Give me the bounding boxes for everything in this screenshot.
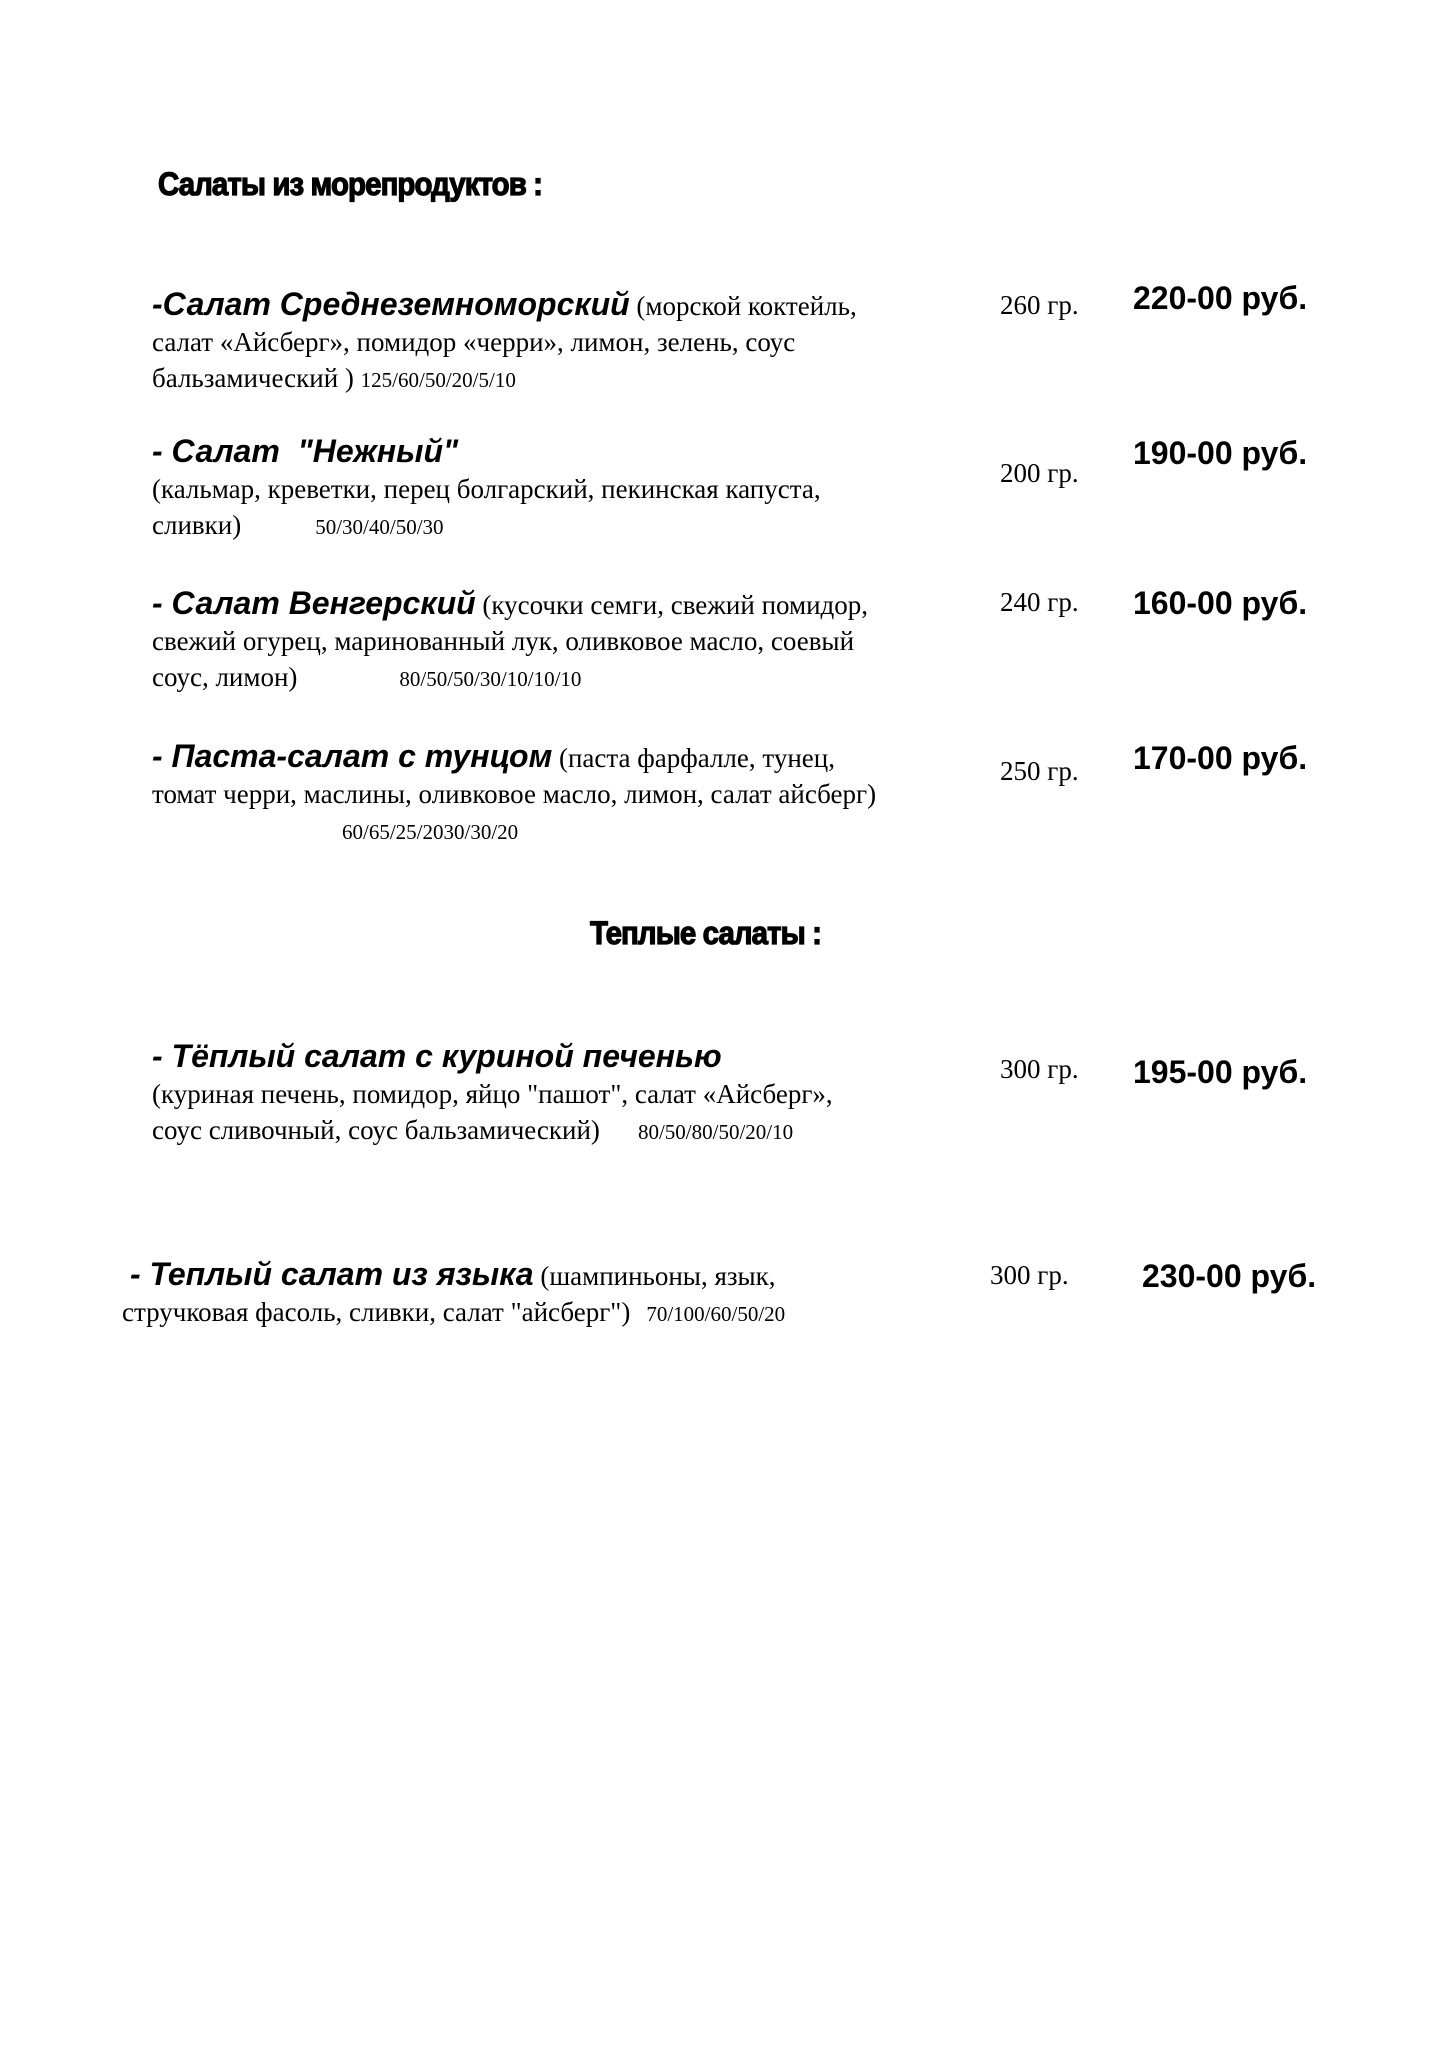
menu-item-name: - Паста-салат с тунцом [152, 738, 553, 774]
menu-item-price: 230-00 руб. [1142, 1258, 1317, 1294]
description-line: (паста фарфалле, тунец, [552, 743, 835, 773]
composition-grams: 60/65/25/2030/30/20 [342, 820, 519, 844]
composition-grams: 125/60/50/20/5/10 [360, 368, 516, 392]
description-line: соус сливочный, соус бальзамический) [152, 1115, 600, 1145]
description-line: соус, лимон) [152, 662, 298, 692]
menu-item-description [152, 286, 857, 398]
composition-grams: 80/50/50/30/10/10/10 [399, 667, 582, 691]
menu-item-price: 220-00 руб. [1133, 280, 1308, 316]
menu-item-weight: 240 гр. [1000, 587, 1079, 617]
menu-item-name: - Салат Венгерский [152, 585, 476, 621]
description-line: (кальмар, креветки, перец болгарский, пекинская капуста, [152, 474, 821, 504]
menu-item-weight: 260 гр. [1000, 290, 1079, 320]
menu-item-price: 160-00 руб. [1133, 585, 1308, 621]
menu-item-name: -Салат Среднеземноморский [152, 286, 630, 322]
description-line: бальзамический ) [152, 363, 361, 393]
menu-item-description [152, 433, 821, 545]
description-line: салат «Айсберг», помидор «черри», лимон, зелень, соус [152, 327, 796, 357]
menu-item-price: 195-00 руб. [1133, 1054, 1308, 1090]
description-line: томат черри, маслины, оливковое масло, лимон, салат айсберг) [152, 779, 877, 809]
menu-item-price: 190-00 руб. [1133, 435, 1308, 471]
menu-item-weight: 300 гр. [990, 1260, 1069, 1290]
menu-item-description [122, 1256, 785, 1332]
menu-item-price: 170-00 руб. [1133, 740, 1308, 776]
menu-item-description [152, 585, 868, 697]
description-line: (шампиньоны, язык, [533, 1261, 776, 1291]
description-line: сливки) [152, 510, 242, 540]
description-line: свежий огурец, маринованный лук, оливковое масло, соевый [152, 626, 855, 656]
composition-grams: 80/50/80/50/20/10 [637, 1120, 794, 1144]
description-line: стручковая фасоль, сливки, салат "айсберг") [122, 1297, 631, 1327]
menu-item-weight: 250 гр. [1000, 756, 1079, 786]
section-title-seafood-salads: Салаты из морепродуктов : [158, 166, 543, 202]
description-line: (куриная печень, помидор, яйцо "пашот", салат «Айсберг», [152, 1079, 833, 1109]
menu-item-name: - Тёплый салат с куриной печенью [152, 1038, 722, 1074]
section-title-warm-salads: Теплые салаты : [590, 915, 821, 951]
composition-grams: 50/30/40/50/30 [315, 515, 444, 539]
menu-item-description [152, 1038, 833, 1150]
composition-grams: 70/100/60/50/20 [646, 1302, 786, 1326]
menu-item-weight: 300 гр. [1000, 1054, 1079, 1084]
description-line: (кусочки семги, свежий помидор, [475, 590, 869, 620]
menu-item-name: - Салат "Нежный" [152, 433, 459, 469]
menu-item-weight: 200 гр. [1000, 458, 1079, 488]
menu-item-description [152, 738, 876, 850]
menu-item-name: - Теплый салат из языка [130, 1256, 534, 1292]
description-line: (морской коктейль, [629, 291, 857, 321]
